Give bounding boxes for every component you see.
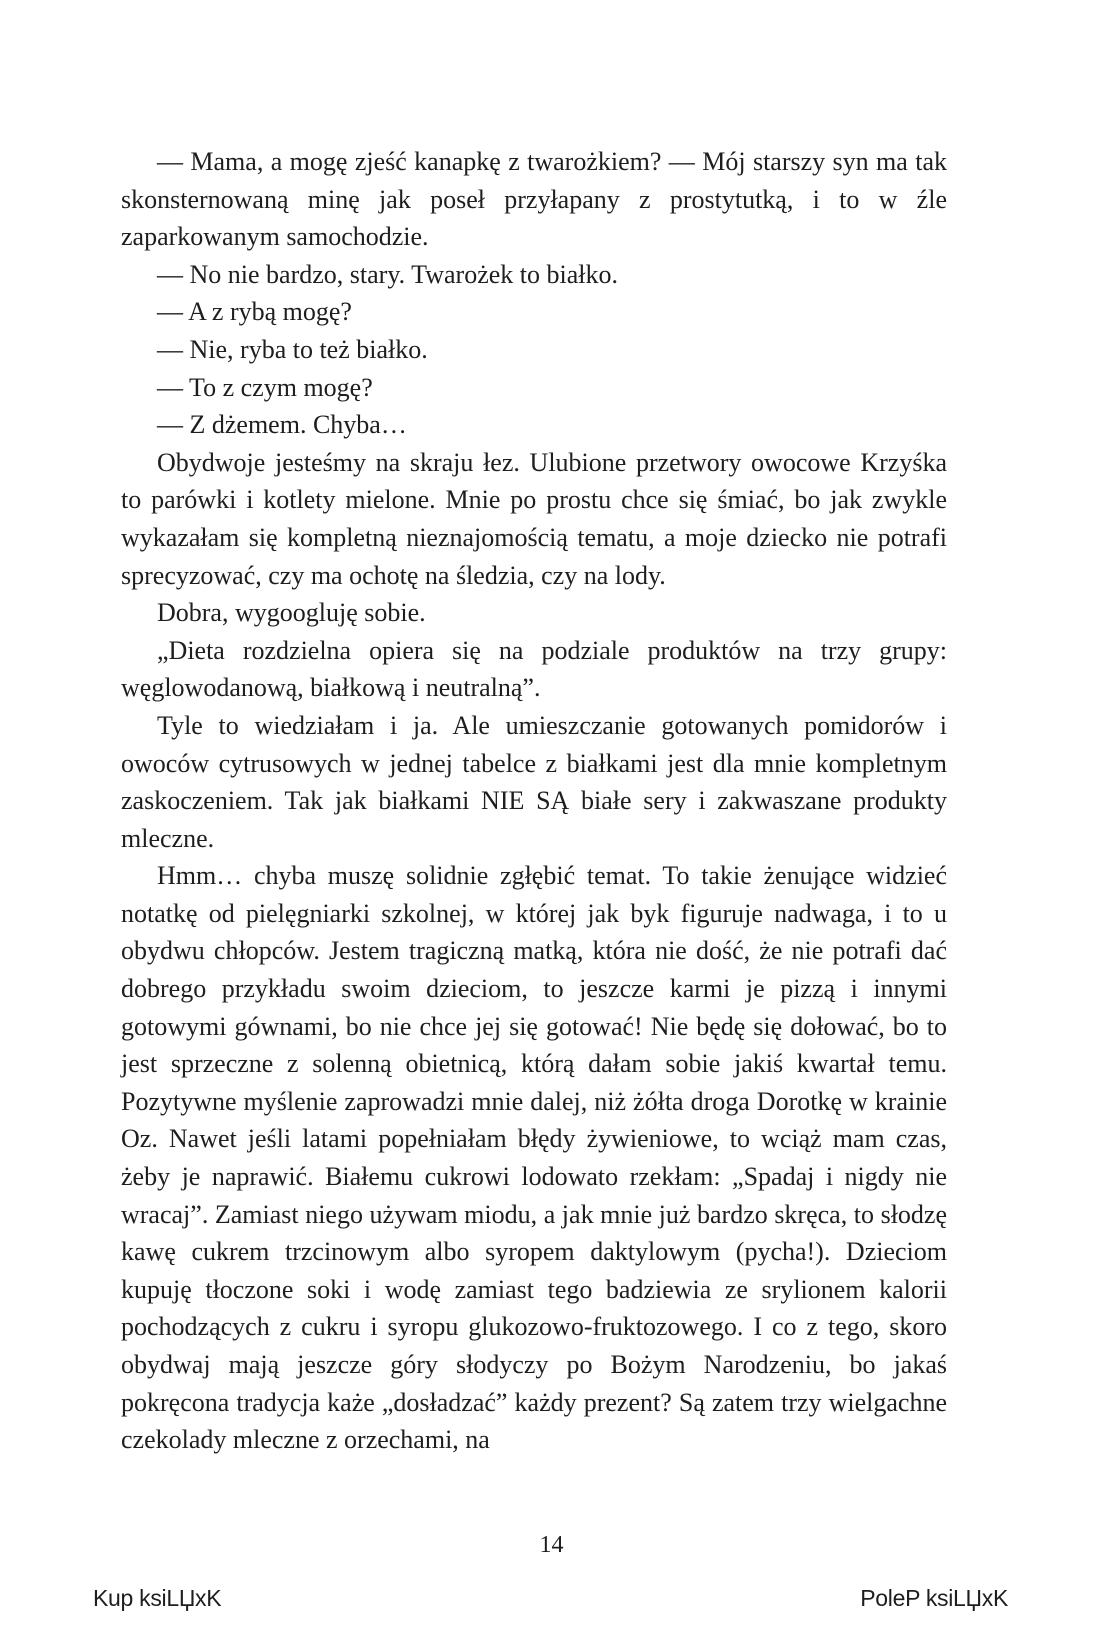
body-text — [121, 143, 947, 1459]
paragraph: — Nie, ryba to też białko. — [157, 334, 428, 364]
paragraph: Dobra, wygoogluję sobie. — [157, 598, 426, 628]
paragraph: Tyle to wiedziałam i ja. Ale umieszczanie gotowanych pomidorów i owoców cytrusowych w jednej tabelce z białkami jest dla mnie kompletnym zaskoczeniem. Tak jak białkami NIE SĄ białe sery i zakwaszane produkty mleczne. — [121, 710, 947, 853]
paragraph: — A z rybą mogę? — [157, 297, 352, 327]
paragraph: — Z dżemem. Chyba… — [157, 410, 407, 440]
paragraph: Hmm… chyba muszę solidnie zgłębić temat. To takie żenujące widzieć notatkę od pielęgniarki szkolnej, w której jak byk figuruje nadwaga, i to u obydwu chłopców. Jestem tragiczną matką, która nie dość, że nie potrafi dać dobrego przykładu swoim dzieciom, to jeszcze karmi je pizzą i innymi gotowymi gównami, bo nie chce jej się gotować! Nie będę się dołować, bo to jest sprzeczne z solenną obietnicą, którą dałam sobie jakiś kwartał temu. Pozytywne myślenie zaprowadzi mnie dalej, niż żółta droga Dorotkę w krainie Oz. Nawet jeśli latami popełniałam błędy żywieniowe, to wciąż mam czas, żeby je naprawić. Białemu cukrowi lodowato rzekłam: „Spadaj i nigdy nie wracaj”. Zamiast niego używam miodu, a jak mnie już bardzo skręca, to słodzę kawę cukrem trzcinowym albo syropem daktylowym (pycha!). Dzieciom kupuję tłoczone soki i wodę zamiast tego badziewia ze srylionem kalorii pochodzących z cukru i syropu glukozowo-fruktozowego. I co z tego, skoro obydwaj mają jeszcze góry słodyczy po Bożym Narodzeniu, bo jakaś pokręcona tradycja każe „dosładzać” każdy prezent? Są zatem trzy wielgachne czekolady mleczne z orzechami, na — [121, 861, 947, 1455]
recommend-book-link[interactable]: PoleP ksiLЏxK — [860, 1585, 1008, 1611]
paragraph: „Dieta rozdzielna opiera się na podziale produktów na trzy grupy: węglowodanową, białkową i neutralną”. — [121, 635, 947, 703]
paragraph: — Mama, a mogę zjeść kanapkę z twarożkiem? — Mój starszy syn ma tak skonsternowaną minę jak poseł przyłapany z prostytutką, i to w źle zaparkowanym samochodzie. — [121, 147, 947, 252]
page-number: 14 — [539, 1532, 564, 1558]
paragraph: Obydwoje jesteśmy na skraju łez. Ulubione przetwory owocowe Krzyśka to parówki i kotlety mielone. Mnie po prostu chce się śmiać, bo jak zwykle wykazałam się kompletną nieznajomością tematu, a moje dziecko nie potrafi sprecyzować, czy ma ochotę na śledzia, czy na lody. — [121, 447, 947, 590]
buy-book-link[interactable]: Kup ksiLЏxK — [93, 1585, 222, 1611]
paragraph: — No nie bardzo, stary. Twarożek to białko. — [157, 259, 618, 289]
paragraph: — To z czym mogę? — [157, 372, 373, 402]
